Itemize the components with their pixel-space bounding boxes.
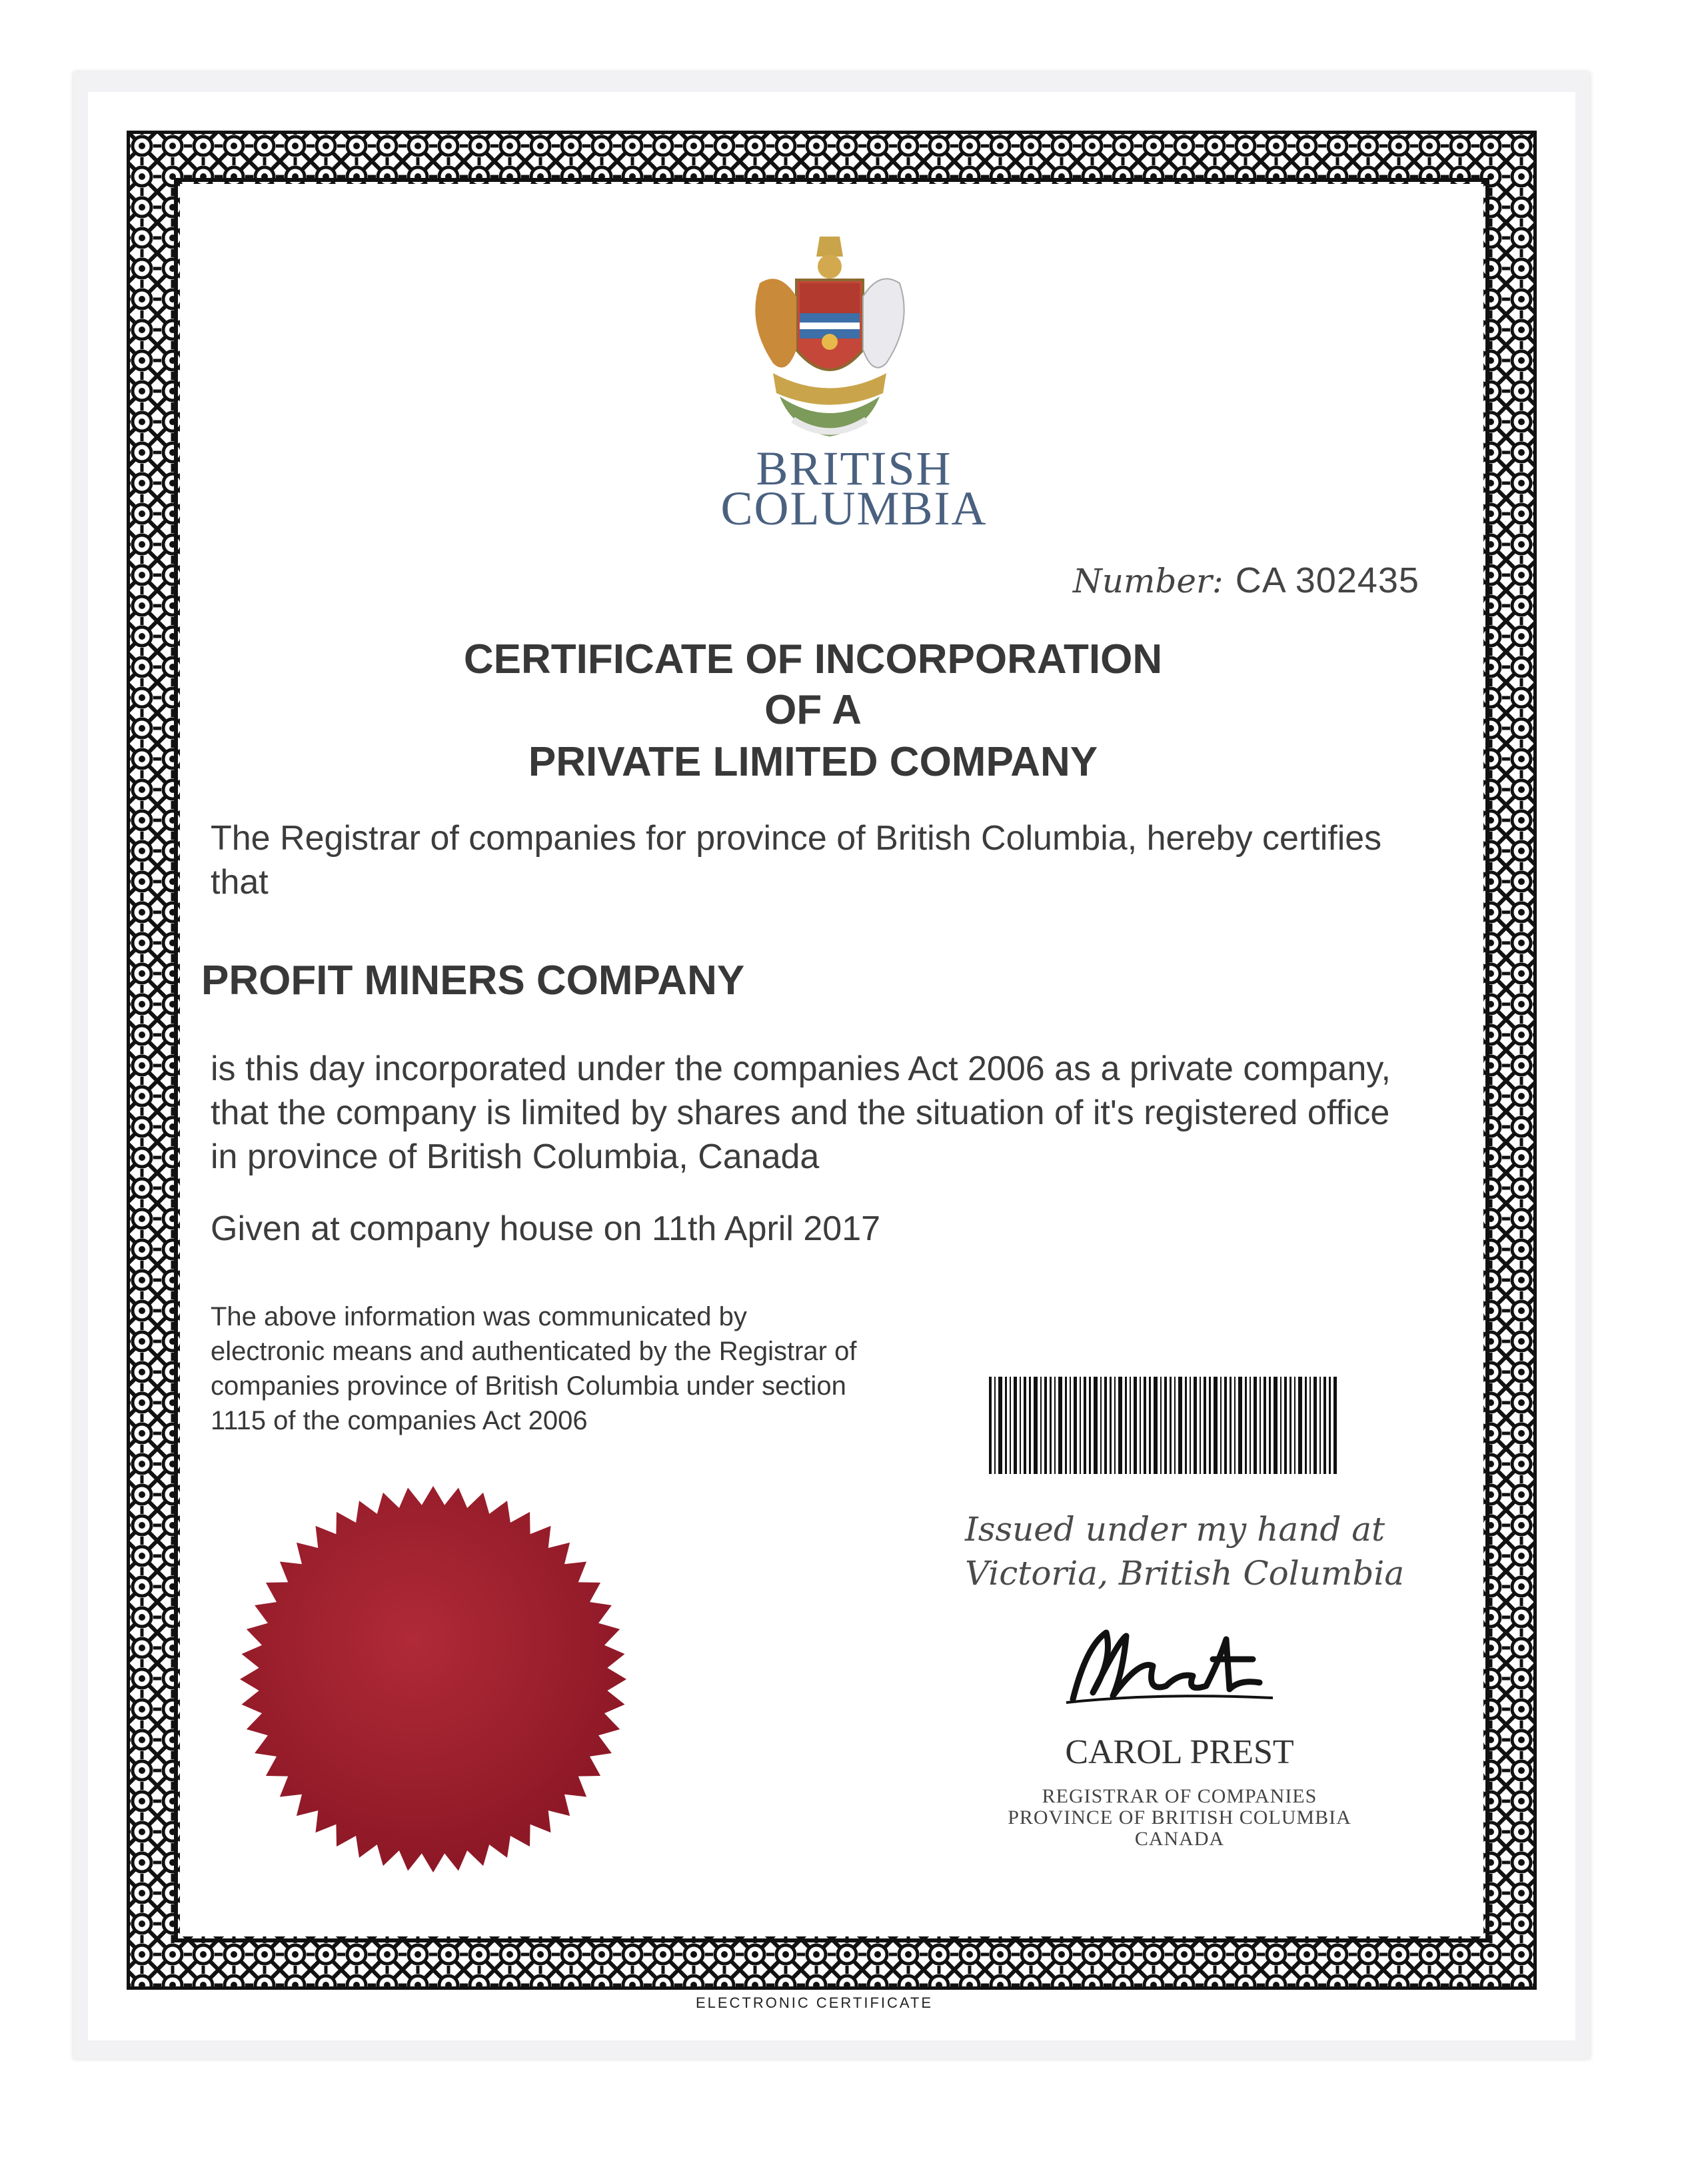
certificate-title-line2: OF A (764, 687, 862, 733)
number-value: CA 302435 (1235, 560, 1419, 600)
coat-of-arms-emblem (733, 230, 926, 450)
certificate-number (1073, 560, 1459, 601)
note-line3: companies province of British Columbia under section (211, 1371, 846, 1401)
note-line2: electronic means and authenticated by the Registrar of (211, 1337, 857, 1366)
signer-title-line2: PROVINCE OF BRITISH COLUMBIA (1008, 1807, 1351, 1828)
issued-statement (965, 1507, 1431, 1595)
issued-line2: Victoria, British Columbia (965, 1554, 1405, 1593)
company-name: PROFIT MINERS COMPANY (201, 958, 745, 1004)
certificate-title-line1: CERTIFICATE OF INCORPORATION (463, 636, 1163, 682)
body-line1: is this day incorporated under the companies Act 2006 as a private company, (211, 1050, 1391, 1088)
red-seal (233, 1479, 633, 1879)
signer-title-block (933, 1786, 1426, 1850)
registrar-signature (1060, 1619, 1286, 1719)
given-line: Given at company house on 11th April 2017 (211, 1209, 881, 1248)
electronic-certificate-label: ELECTRONIC CERTIFICATE (695, 1994, 934, 2011)
authentication-note (211, 1299, 957, 1438)
body-line3: in province of British Columbia, Canada (211, 1137, 820, 1176)
intro-line1: The Registrar of companies for province of British Columbia, hereby certifies (211, 819, 1382, 858)
signer-title-line3: CANADA (1134, 1828, 1225, 1850)
signer-title-line1: REGISTRAR OF COMPANIES (1042, 1785, 1317, 1807)
body-line2: that the company is limited by shares and the situation of it's registered office (211, 1093, 1390, 1132)
note-line1: The above information was communicated by (211, 1302, 747, 1331)
signer-name: CAROL PREST (1065, 1733, 1294, 1771)
note-line4: 1115 of the companies Act 2006 (211, 1406, 588, 1435)
intro-line2: that (211, 863, 269, 902)
barcode (989, 1377, 1337, 1474)
issued-line1: Issued under my hand at (965, 1510, 1385, 1549)
emblem-text-british: BRITISH (756, 442, 952, 495)
certificate-title-line3: PRIVATE LIMITED COMPANY (528, 739, 1098, 785)
number-label: Number: (1073, 562, 1224, 600)
emblem-text-columbia: COLUMBIA (720, 482, 988, 535)
